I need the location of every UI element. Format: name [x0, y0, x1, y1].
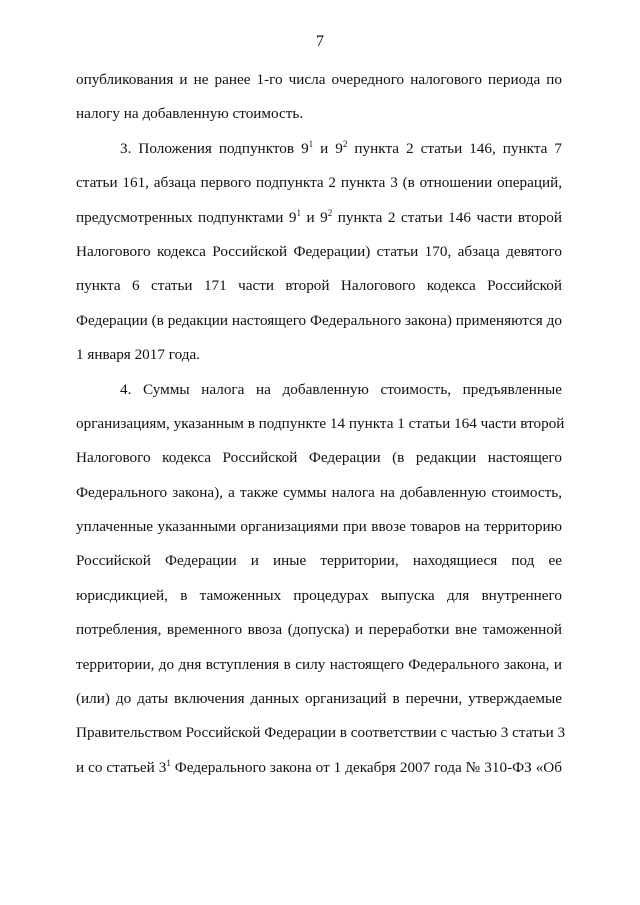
paragraph-p4 — [76, 380, 566, 793]
paragraph-line: статьи 161, абзаца первого подпункта 2 пункта 3 (в отношении операций, — [76, 174, 562, 192]
paragraph-line: организациям, указанным в подпункте 14 пункта 1 статьи 164 части второй — [76, 414, 565, 432]
page-number: 7 — [316, 33, 324, 50]
paragraph-line: 1 января 2017 года. — [76, 346, 201, 364]
paragraph-line: налогу на добавленную стоимость. — [76, 105, 304, 123]
paragraph-line: потребления, временного ввоза (допуска) и переработки вне таможенной — [76, 621, 562, 639]
paragraph-line: юрисдикцией, в таможенных процедурах выпуска для внутреннего — [76, 586, 562, 604]
paragraph-line: Федерального закона), а также суммы налога на добавленную стоимость, — [76, 483, 562, 501]
document-body — [76, 70, 566, 792]
paragraph-line: Российской Федерации и иные территории, находящиеся под ее — [76, 552, 562, 570]
paragraph-line: предусмотренных подпунктами $9^1$ и $9^2$ пункта 2 статьи 146 части второй — [76, 207, 562, 226]
paragraph-line: территории, до дня вступления в силу настоящего Федерального закона, и — [76, 655, 562, 673]
paragraph-line: (или) до даты включения данных организаций в перечни, утверждаемые — [76, 690, 562, 708]
paragraph-p0 — [76, 70, 562, 139]
paragraph-line: 3. Положения подпунктов $9^1$ и $9^2$ пункта 2 статьи 146, пункта 7 — [120, 138, 562, 157]
paragraph-line: уплаченные указанными организациями при ввозе товаров на территорию — [76, 518, 562, 536]
paragraph-line: Федерации (в редакции настоящего Федерального закона) применяются до — [76, 311, 562, 329]
paragraph-line: Налогового кодекса Российской Федерации) статьи 170, абзаца девятого — [76, 242, 562, 260]
paragraph-line: опубликования и не ранее 1-го числа очередного налогового периода по — [76, 71, 562, 88]
paragraph-p3 — [76, 139, 562, 380]
paragraph-line: Правительством Российской Федерации в соответствии с частью 3 статьи 3 — [76, 724, 566, 742]
paragraph-line: 4. Суммы налога на добавленную стоимость, предъявленные — [120, 380, 562, 398]
paragraph-line: Налогового кодекса Российской Федерации (в редакции настоящего — [76, 449, 562, 467]
paragraph-line: пункта 6 статьи 171 части второй Налогового кодекса Российской — [76, 277, 562, 295]
paragraph-line: и со статьей $3^1$ Федерального закона от 1 декабря 2007 года № 310-ФЗ «Об — [76, 757, 562, 776]
